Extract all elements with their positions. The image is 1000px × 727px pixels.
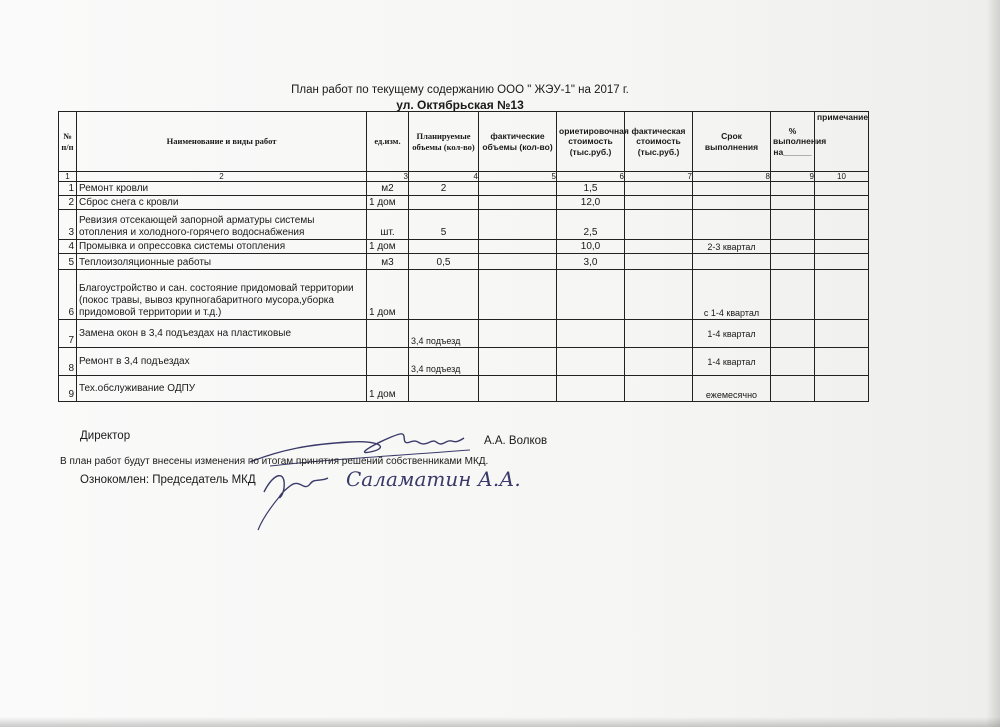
note — [815, 270, 869, 320]
actual-volume — [479, 182, 557, 196]
planned-volume — [409, 196, 479, 210]
col-header-term: Срок выполнения — [693, 112, 771, 172]
note — [815, 210, 869, 240]
document-title: План работ по текущему содержанию ООО " ЖЭУ-1" на 2017 г. — [291, 84, 629, 96]
acknowledgement-label: Ознокомлен: Председатель МКД — [80, 474, 256, 486]
actual-cost — [625, 320, 693, 348]
col-header-percent: % выполнения на______ — [771, 112, 815, 172]
percent — [771, 196, 815, 210]
actual-volume — [479, 240, 557, 254]
unit: 1 дом — [367, 240, 409, 254]
unit — [367, 348, 409, 376]
row-number: 4 — [59, 240, 77, 254]
actual-volume — [479, 270, 557, 320]
unit — [367, 320, 409, 348]
table-row — [59, 196, 869, 210]
unit: 1 дом — [367, 270, 409, 320]
estimated-cost: 10,0 — [557, 240, 625, 254]
term: ежемесячно — [693, 376, 771, 402]
table-header-row — [59, 112, 869, 172]
work-name: Ремонт кровли — [77, 182, 367, 196]
actual-cost — [625, 254, 693, 270]
unit: м2 — [367, 182, 409, 196]
estimated-cost: 1,5 — [557, 182, 625, 196]
col-header-actual-cost: фактическая стоимость (тыс.руб.) — [625, 112, 693, 172]
estimated-cost — [557, 270, 625, 320]
actual-cost — [625, 376, 693, 402]
actual-cost — [625, 182, 693, 196]
actual-cost — [625, 348, 693, 376]
planned-volume: 5 — [409, 210, 479, 240]
estimated-cost — [557, 376, 625, 402]
column-number: 4 — [409, 172, 479, 182]
table-row — [59, 270, 869, 320]
term: 1-4 квартал — [693, 320, 771, 348]
column-number: 1 — [59, 172, 77, 182]
work-name: Замена окон в 3,4 подъездах на пластиковые — [77, 320, 367, 348]
estimated-cost: 2,5 — [557, 210, 625, 240]
term: с 1-4 квартал — [693, 270, 771, 320]
actual-volume — [479, 210, 557, 240]
work-name: Ревизия отсекающей запорной арматуры системы отопления и холодного-горячего водоснабжения — [77, 210, 367, 240]
row-number: 3 — [59, 210, 77, 240]
term: 1-4 квартал — [693, 348, 771, 376]
actual-cost — [625, 210, 693, 240]
actual-volume — [479, 376, 557, 402]
planned-volume — [409, 270, 479, 320]
scan-edge-shadow-bottom — [0, 717, 1000, 727]
chairman-signature — [250, 462, 580, 542]
work-name: Сброс снега с кровли — [77, 196, 367, 210]
unit: 1 дом — [367, 376, 409, 402]
term — [693, 196, 771, 210]
percent — [771, 240, 815, 254]
table-row — [59, 376, 869, 402]
table-row — [59, 348, 869, 376]
planned-volume: 0,5 — [409, 254, 479, 270]
unit: шт. — [367, 210, 409, 240]
col-header-number: № п/п — [59, 112, 77, 172]
work-name: Промывка и опрессовка системы отопления — [77, 240, 367, 254]
note — [815, 348, 869, 376]
handwritten-name: Саламатин А.А. — [346, 467, 521, 491]
planned-volume: 3,4 подъезд — [409, 348, 479, 376]
term — [693, 254, 771, 270]
director-name: А.А. Волков — [484, 435, 548, 447]
row-number: 8 — [59, 348, 77, 376]
note — [815, 196, 869, 210]
planned-volume: 3,4 подъезд — [409, 320, 479, 348]
table-row — [59, 210, 869, 240]
note — [815, 376, 869, 402]
table-row — [59, 240, 869, 254]
work-name: Ремонт в 3,4 подъездах — [77, 348, 367, 376]
row-number: 7 — [59, 320, 77, 348]
work-plan-table — [58, 111, 869, 402]
note — [815, 182, 869, 196]
work-name: Тех.обслуживание ОДПУ — [77, 376, 367, 402]
note — [815, 254, 869, 270]
work-name: Теплоизоляционные работы — [77, 254, 367, 270]
table-row — [59, 320, 869, 348]
estimated-cost — [557, 320, 625, 348]
percent — [771, 376, 815, 402]
changes-note: В план работ будут внесены изменения по итогам принятия решений собственниками МКД. — [60, 456, 489, 467]
actual-volume — [479, 196, 557, 210]
term — [693, 210, 771, 240]
estimated-cost: 3,0 — [557, 254, 625, 270]
row-number: 6 — [59, 270, 77, 320]
planned-volume — [409, 240, 479, 254]
director-label: Директор — [80, 430, 131, 442]
column-number: 7 — [625, 172, 693, 182]
table-row — [59, 254, 869, 270]
percent — [771, 348, 815, 376]
actual-cost — [625, 196, 693, 210]
term: 2-3 квартал — [693, 240, 771, 254]
actual-volume — [479, 320, 557, 348]
planned-volume — [409, 376, 479, 402]
note — [815, 240, 869, 254]
percent — [771, 270, 815, 320]
row-number: 2 — [59, 196, 77, 210]
column-number: 8 — [693, 172, 771, 182]
scan-edge-shadow — [986, 0, 1000, 727]
col-header-note: примечание — [815, 112, 869, 172]
percent — [771, 254, 815, 270]
column-number: 2 — [77, 172, 367, 182]
actual-volume — [479, 254, 557, 270]
col-header-estimated-cost: ориетировочная стоимость (тыс.руб.) — [557, 112, 625, 172]
col-header-name: Наименование и виды работ — [77, 112, 367, 172]
estimated-cost: 12,0 — [557, 196, 625, 210]
estimated-cost — [557, 348, 625, 376]
column-number: 5 — [479, 172, 557, 182]
actual-cost — [625, 240, 693, 254]
column-number: 9 — [771, 172, 815, 182]
column-number-row — [59, 172, 869, 182]
term — [693, 182, 771, 196]
column-number: 6 — [557, 172, 625, 182]
unit: 1 дом — [367, 196, 409, 210]
row-number: 5 — [59, 254, 77, 270]
percent — [771, 320, 815, 348]
column-number: 3 — [367, 172, 409, 182]
col-header-unit: ед.изм. — [367, 112, 409, 172]
unit: м3 — [367, 254, 409, 270]
col-header-planned: Планируемые объемы (кол-во) — [409, 112, 479, 172]
actual-volume — [479, 348, 557, 376]
actual-cost — [625, 270, 693, 320]
col-header-actual: фактические объемы (кол-во) — [479, 112, 557, 172]
note — [815, 320, 869, 348]
percent — [771, 182, 815, 196]
percent — [771, 210, 815, 240]
document-address: ул. Октябрьская №13 — [396, 98, 524, 112]
table-row — [59, 182, 869, 196]
work-name: Благоустройство и сан. состояние придомовай территории (покос травы, вывоз крупногабаритного мусора,уборка придомовой территории и т.д.) — [77, 270, 367, 320]
row-number: 9 — [59, 376, 77, 402]
row-number: 1 — [59, 182, 77, 196]
column-number: 10 — [815, 172, 869, 182]
planned-volume: 2 — [409, 182, 479, 196]
